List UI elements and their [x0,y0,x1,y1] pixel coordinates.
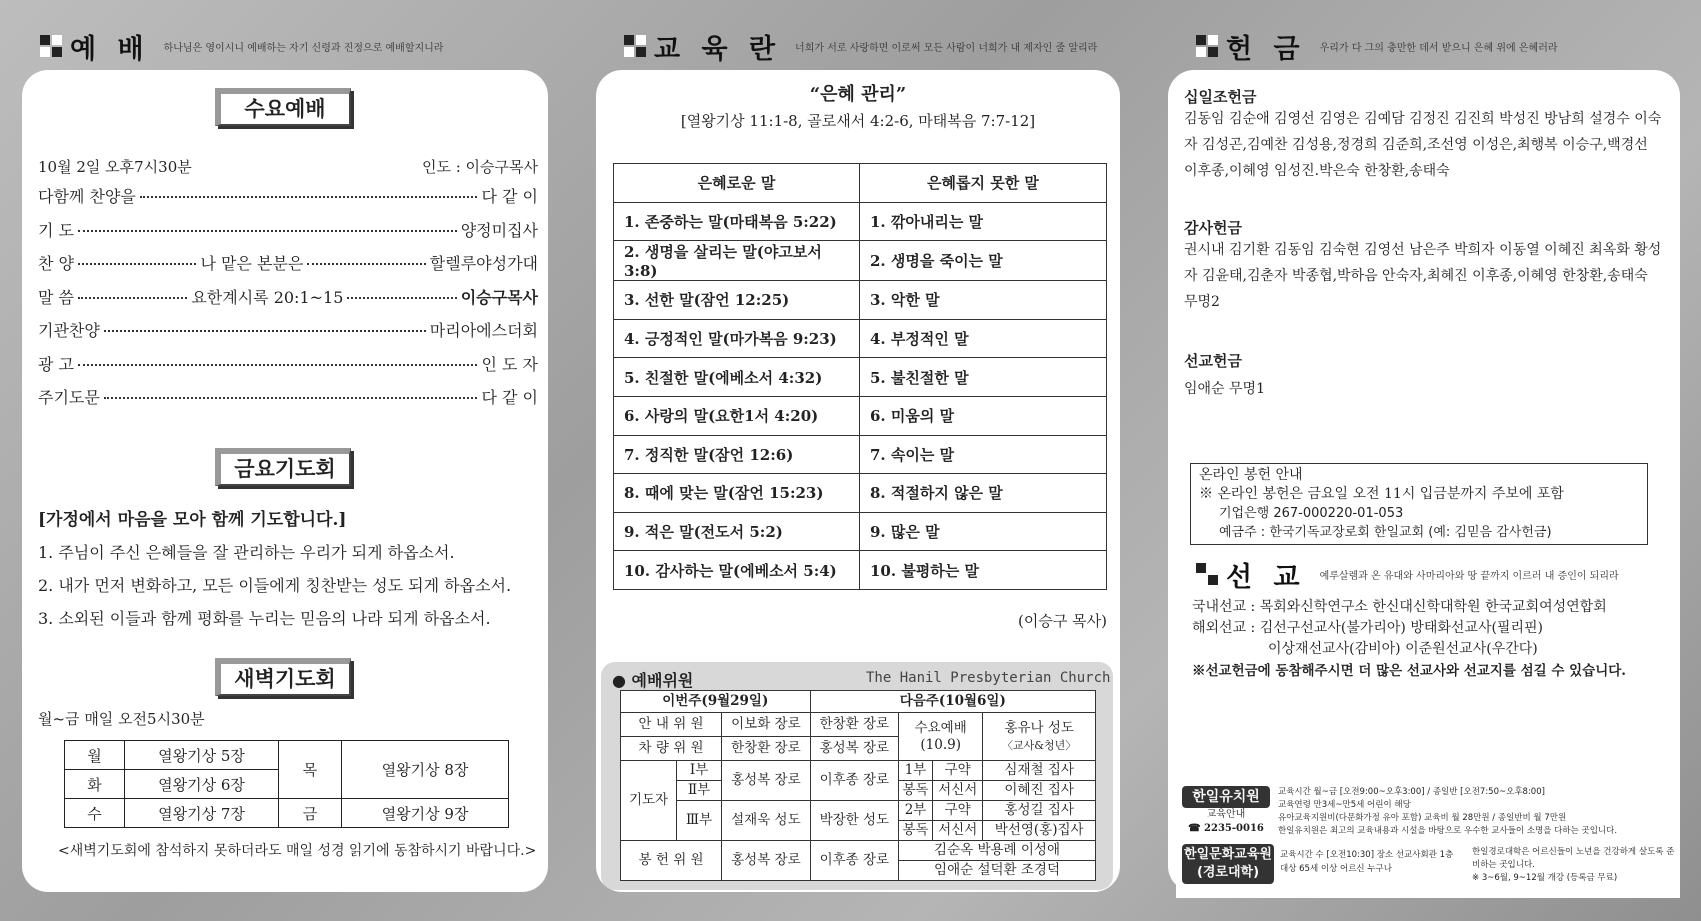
table-cell: 3. 악한 말 [860,281,1107,320]
thanks-names: 권시내 김기환 김동임 김숙현 김영선 남은주 박희자 이동열 이혜진 최옥화 황성자 김윤태,김춘자 박종협,박하음 안숙자,최혜진 이후종,이혜영 한창환,송태숙 무명2 [1184,242,1662,310]
order-label: 말 씀 [38,287,74,307]
leader-dots [140,196,478,198]
order-person: 양정미집사 [460,220,538,240]
table-cell: 1. 깎아내리는 말 [860,202,1107,241]
fri-item-2: 2. 내가 먼저 변화하고, 모든 이들에게 칭찬받는 성도 되게 하옵소서. [38,576,512,595]
committee-table [620,690,1096,881]
order-label: 광 고 [38,354,74,374]
bullet-squares-icon [1196,35,1218,57]
table-cell: 6. 사랑의 말(요한1서 4:20) [614,396,860,435]
reading: 열왕기상 7장 [125,799,279,828]
leader-dots [78,297,187,299]
name: 한창환 장로 [722,737,810,761]
thanks-title: 감사헌금 [1184,219,1242,237]
table-cell: 2. 생명을 죽이는 말 [860,241,1107,281]
table-row [614,474,1107,513]
wed-tag: 수요예배 [215,88,351,126]
edu-verse: 너희가 서로 사랑하면 이로써 모든 사람이 너희가 내 제자인 줄 알리라 [795,42,1098,54]
day: 월 [65,741,125,770]
leader-dots [78,364,477,366]
col-ungracious: 은혜롭지 못한 말 [860,164,1107,203]
next-week: 다음주(10월6일) [810,691,1095,713]
table-cell: 7. 속이는 말 [860,435,1107,474]
table-cell: 10. 불평하는 말 [860,551,1107,590]
leader-dots [78,230,457,232]
order-detail: 나 맡은 본분은 [200,254,304,273]
name: 홍성복 장로 [722,761,810,801]
offering-verse: 우리가 다 그의 충만한 데서 받으니 은혜 위에 은혜러라 [1319,42,1558,54]
leader-dots [347,297,456,299]
edu-header [624,28,1097,64]
wed-date-row [38,156,538,177]
edu-refs: [열왕기상 11:1-8, 골로새서 4:2-6, 마태복음 7:7-12] [680,112,1036,130]
label: 봉독 [899,821,933,841]
wed-order-row [38,251,538,274]
name: 한창환 장로 [810,713,898,737]
table-row [614,512,1107,551]
leader-dots [104,397,478,399]
words-table [613,163,1107,590]
order-label: 다함께 찬양을 [38,187,136,206]
mission-names: 임애순 무명1 [1184,381,1265,397]
senior-college-desc: 한일경로대학은 어르신들이 노년을 건강하게 살도록 준비하는 곳입니다. ※ 3~6월, 9~12월 개강 (등록금 무료) [1472,847,1675,883]
reading: 열왕기상 8장 [342,741,509,799]
day: 목 [279,741,342,799]
order-person: 할렐루야성가대 [429,254,538,273]
day: 화 [65,770,125,799]
table-cell: 5. 불친절한 말 [860,358,1107,397]
offering-header [1196,28,1558,64]
label: 2부 [899,801,933,821]
table-cell: 8. 적절하지 않은 말 [860,474,1107,513]
wed-order-row [38,285,538,308]
mission-title: 선교헌금 [1184,352,1242,370]
leader-dots [78,263,196,265]
fri-tag: 금요기도회 [215,448,351,486]
reading: 열왕기상 9장 [342,799,509,828]
table-cell: 1. 존중하는 말(마태복음 5:22) [614,202,860,241]
label: Ⅱ부 [677,781,722,801]
name: 홍성복 장로 [810,737,898,761]
online-holder: 예금주 : 한국기독교장로회 한일교회 (예: 김믿음 감사헌금) [1219,525,1552,540]
leader-dots [104,330,426,332]
missions-abroad: 해외선교 : 김선구선교사(불가리아) 방태화선교사(필리핀) [1192,620,1543,636]
hong-info: 홍유나 성도 〈교사&청년〉 [983,713,1096,761]
dawn-tag: 새벽기도회 [215,658,351,696]
table-cell: 10. 감사하는 말(에베소서 5:4) [614,551,860,590]
missions-verse: 예루살렘과 온 유대와 사마리아와 땅 끝까지 이르러 내 증인이 되리라 [1319,570,1619,582]
order-person: 마리아에스더회 [429,321,538,340]
table-cell: 9. 적은 말(전도서 5:2) [614,512,860,551]
label: 봉독 [899,781,933,801]
order-person: 다 같 이 [481,187,538,206]
label: 기도자 [621,761,677,841]
table-cell: 4. 긍정적인 말(마가복음 9:23) [614,319,860,358]
day: 금 [279,799,342,828]
name: 박장한 성도 [810,801,898,841]
label: 서신서 [933,821,983,841]
wed-order-row [38,218,538,241]
names: 임애순 설덕환 조경덕 [899,861,1096,881]
missions-title: 선 교 [1226,561,1306,593]
worship-header [40,28,443,64]
wed-order-row [38,184,538,207]
order-person: 이승구목사 [460,287,538,307]
table-cell: 8. 때에 맞는 말(잠언 15:23) [614,474,860,513]
table-row [614,241,1107,281]
table-cell: 7. 정직한 말(잠언 12:6) [614,435,860,474]
senior-college-label: 한일문화교육원 (경로대학) [1182,844,1274,884]
label: 1부 [899,761,933,781]
order-label: 기 도 [38,220,74,240]
online-line-1: ※ 온라인 봉헌은 금요일 오전 11시 입금분까지 주보에 포함 [1199,486,1564,502]
table-row [614,202,1107,241]
name: 이보화 장로 [722,713,810,737]
tithe-title: 십일조헌금 [1184,88,1257,106]
missions-header [1196,556,1619,592]
offering-title: 헌 금 [1226,33,1306,65]
committee-title: ● 예배위원 [612,671,694,690]
kindergarten-contact: 교육안내 ☎ 2235-0016 [1188,809,1264,834]
reading: 열왕기상 5장 [125,741,279,770]
table-row [614,319,1107,358]
order-label: 찬 양 [38,254,74,273]
wed-date: 10월 2일 오후7시30분 [38,158,192,176]
online-box [1190,463,1648,545]
order-label: 기관찬양 [38,321,100,340]
senior-college-info: 교육시간 수 [오전10:30] 장소 선교사회관 1층 대상 65세 이상 어르신 누구나 [1280,850,1454,874]
name: 홍성길 집사 [983,801,1096,821]
fri-item-1: 1. 주님이 주신 은혜들을 잘 관리하는 우리가 되게 하옵소서. [38,543,455,562]
online-title: 온라인 봉헌 안내 [1199,467,1303,483]
order-person: 인 도 자 [481,354,538,374]
table-cell: 2. 생명을 살리는 말(야고보서 3:8) [614,241,860,281]
missions-abroad-2: 이상재선교사(감비아) 이준원선교사(우간다) [1268,641,1538,657]
name: 이혜진 집사 [983,781,1096,801]
label: 서신서 [933,781,983,801]
missions-note: ※선교헌금에 동참해주시면 더 많은 선교사와 선교지를 섬길 수 있습니다. [1192,663,1626,679]
bullet-squares-icon [1196,563,1218,585]
wed-order-row [38,352,538,375]
table-row [614,281,1107,320]
order-person: 다 같 이 [481,388,538,407]
edu-title: 교 육 란 [654,33,782,65]
bullet-squares-icon [40,35,62,57]
label: 구약 [933,761,983,781]
dawn-note: <새벽기도회에 참석하지 못하더라도 매일 성경 읽기에 동참하시기 바랍니다.> [58,843,537,859]
table-row [614,551,1107,590]
order-label: 주기도문 [38,388,100,407]
table-row [614,358,1107,397]
wed-info: 수요예배 (10.9) [899,713,983,761]
table-cell: 3. 선한 말(잠언 12:25) [614,281,860,320]
wed-order-row [38,318,538,341]
online-account: 기업은행 267-000220-01-053 [1219,506,1404,521]
wed-order-row [38,385,538,408]
table-row [614,396,1107,435]
missions-domestic: 국내선교 : 목회와신학연구소 한신대신학대학원 한국교회여성연합회 [1192,599,1607,615]
fri-heading: [가정에서 마음을 모아 함께 기도합니다.] [38,510,347,530]
fri-item-3: 3. 소외된 이들과 함께 평화를 누리는 믿음의 나라 되게 하옵소서. [38,609,491,628]
label: 차 량 위 원 [621,737,722,761]
name: 심재철 집사 [983,761,1096,781]
day: 수 [65,799,125,828]
names: 김순옥 박용례 이성애 [899,841,1096,861]
worship-verse: 하나님은 영이시니 예배하는 자기 신령과 진정으로 예배할지니라 [163,42,444,54]
church-name: The Hanil Presbyterian Church [866,670,1111,686]
order-detail: 요한계시록 20:1~15 [191,287,344,307]
table-cell: 5. 친절한 말(에베소서 4:32) [614,358,860,397]
name: 홍성복 장로 [722,841,810,881]
reading: 열왕기상 6장 [125,770,279,799]
name: 이후종 장로 [810,761,898,801]
label: Ⅲ부 [677,801,722,841]
edu-author: (이승구 목사) [1018,612,1107,630]
name: 설재욱 성도 [722,801,810,841]
dawn-time: 월~금 매일 오전5시30분 [38,710,205,728]
this-week: 이번주(9월29일) [621,691,811,713]
label: 안 내 위 원 [621,713,722,737]
leader-dots [307,263,425,265]
name: 이후종 장로 [810,841,898,881]
worship-title: 예 배 [70,33,150,65]
table-cell: 9. 많은 말 [860,512,1107,551]
table-row [614,435,1107,474]
kindergarten-info: 교육시간 월~금 [오전9:00~오후3:00] / 종일반 [오전7:50~오후8:00] 교육연령 만3세~만5세 어린이 해당 유아교육지원비(다문화가정 유아 포함) 교육비 월 28만원 / 종일반비 월 7만원 한일유치원은 최고의 교육내용과 시설을 바탕으로 우수한 교사들이 소명을 다하는 곳입니다. [1278,787,1618,836]
tithe-names: 김동임 김순애 김영선 김영은 김예담 김정진 김진희 박성진 방남희 설경수 이숙자 김성곤,김예찬 김성용,정경희 김준희,조선영 이성은,최행복 이승구,백경선 이후종,이혜영 임성진.박은숙 한창환,송태숙 [1184,111,1662,179]
table-cell: 6. 미움의 말 [860,396,1107,435]
label: Ⅰ부 [677,761,722,781]
label: 봉 헌 위 원 [621,841,722,881]
table-cell: 4. 부정적인 말 [860,319,1107,358]
kindergarten-label: 한일유치원 [1182,786,1270,808]
edu-heading: “은혜 관리” [809,84,907,105]
bullet-squares-icon [624,35,646,57]
name: 박선영(홍)집사 [983,821,1096,841]
dawn-table [64,740,509,828]
label: 구약 [933,801,983,821]
wed-leader: 인도 : 이승구목사 [421,158,538,176]
col-gracious: 은혜로운 말 [614,164,860,203]
